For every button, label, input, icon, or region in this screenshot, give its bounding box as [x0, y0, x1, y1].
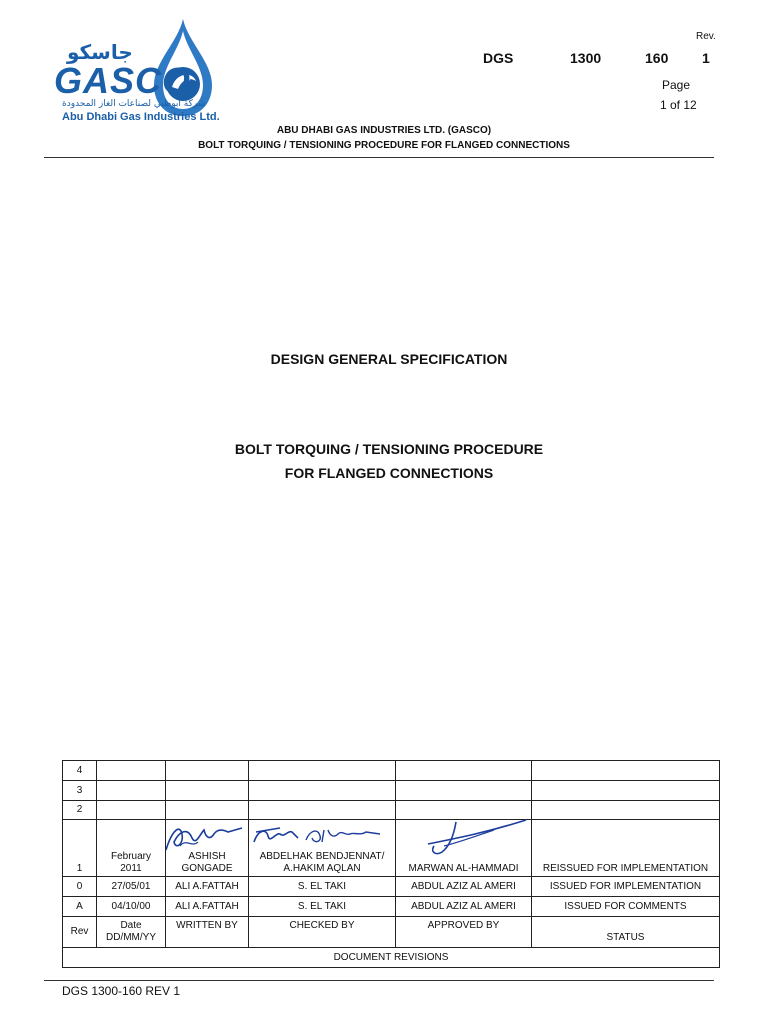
signature-written-by — [162, 820, 246, 856]
logo-english-subtitle: Abu Dhabi Gas Industries Ltd. — [62, 111, 220, 123]
rev-cell: 1 — [63, 820, 97, 877]
approved-by-cell: ABDUL AZIZ AL AMERI — [396, 877, 532, 897]
rev-cell: 3 — [63, 781, 97, 801]
table-row — [63, 781, 720, 801]
signature-checked-by — [250, 822, 394, 852]
date-cell: 04/10/00 — [97, 897, 166, 917]
spec-type-title: DESIGN GENERAL SPECIFICATION — [270, 351, 508, 367]
doc-sub-number: 160 — [645, 50, 669, 66]
logo-arabic-name: جاسكو — [67, 40, 133, 64]
signature-approved-by — [398, 816, 532, 860]
rev-label: Rev. — [696, 31, 716, 42]
footer-reference: DGS 1300-160 REV 1 — [62, 984, 181, 998]
checked-by-cell: ABDELHAK BENDJENNAT/ A.HAKIM AQLAN — [249, 820, 396, 877]
page-label: Page — [662, 78, 691, 92]
table-row — [63, 801, 720, 820]
page-number: 1 of 12 — [660, 98, 697, 112]
rev-cell: 2 — [63, 801, 97, 820]
rev-cell: 0 — [63, 877, 97, 897]
approved-by-cell: MARWAN AL-HAMMADI — [396, 820, 532, 877]
date-cell: 27/05/01 — [97, 877, 166, 897]
written-by-cell: ALI A.FATTAH — [166, 897, 249, 917]
status-cell: ISSUED FOR COMMENTS — [532, 897, 720, 917]
checked-by-cell: S. EL TAKI — [249, 897, 396, 917]
written-by-header: WRITTEN BY — [166, 917, 249, 948]
table-row — [63, 877, 720, 897]
doc-revision: 1 — [702, 50, 710, 66]
table-row — [63, 761, 720, 781]
document-title-line2: FOR FLANGED CONNECTIONS — [284, 465, 494, 481]
date-header: Date DD/MM/YY — [97, 917, 166, 948]
logo-wordmark: GASCO — [54, 60, 192, 101]
status-cell: REISSUED FOR IMPLEMENTATION — [532, 820, 720, 877]
doc-number: 1300 — [570, 50, 602, 66]
logo-arabic-subtitle: شركة أبوظبي لصناعات الغاز المحدودة — [62, 99, 206, 109]
approved-by-cell: ABDUL AZIZ AL AMERI — [396, 897, 532, 917]
status-cell: ISSUED FOR IMPLEMENTATION — [532, 877, 720, 897]
rev-cell: A — [63, 897, 97, 917]
checked-by-cell: S. EL TAKI — [249, 877, 396, 897]
header-divider — [44, 157, 714, 158]
rev-header: Rev — [63, 917, 97, 948]
checked-by-header: CHECKED BY — [249, 917, 396, 948]
revision-table — [62, 760, 720, 968]
written-by-cell: ALI A.FATTAH — [166, 877, 249, 897]
status-header: STATUS — [532, 917, 720, 948]
table-row — [63, 897, 720, 917]
approved-by-header: APPROVED BY — [396, 917, 532, 948]
footer-divider — [44, 980, 714, 981]
table-caption-row — [63, 948, 720, 968]
written-by-cell: ASHISH GONGADE — [166, 820, 249, 877]
company-name-header: ABU DHABI GAS INDUSTRIES LTD. (GASCO) — [276, 125, 492, 136]
procedure-header: BOLT TORQUING / TENSIONING PROCEDURE FOR FLANGED CONNECTIONS — [198, 140, 570, 151]
document-revisions-caption: DOCUMENT REVISIONS — [63, 948, 720, 968]
document-title-line1: BOLT TORQUING / TENSIONING PROCEDURE — [234, 441, 544, 457]
table-header-row — [63, 917, 720, 948]
rev-cell: 4 — [63, 761, 97, 781]
date-cell: February 2011 — [97, 820, 166, 877]
doc-prefix: DGS — [483, 50, 514, 66]
